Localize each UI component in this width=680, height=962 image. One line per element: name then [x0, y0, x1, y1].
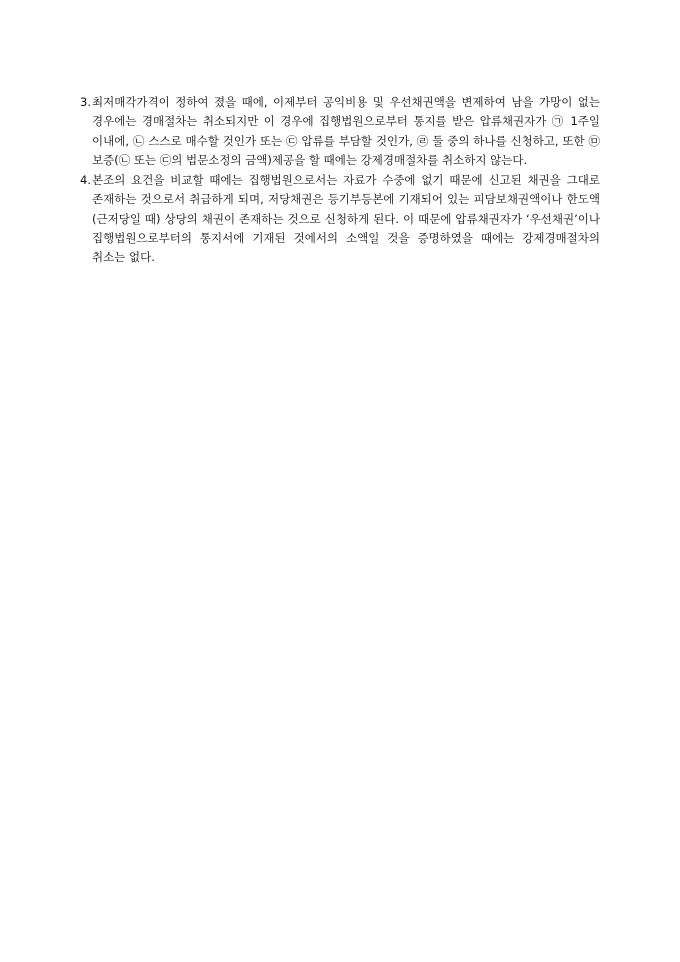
- list-item-text: 본조의 요건을 비교할 때에는 집행법원으로서는 자료가 수중에 없기 때문에 신고된 채권을 그대로 존재하는 것으로서 취급하게 되며, 저당채권은 등기부등본에 기재되어 있는 피담보채권액이나 한도액(근저당일 때) 상당의 채권이 존재하는 것으로 신청하게 된다. 이 때문에 압류채권자가 ‘우선채권’이나 집행법원으로부터의 통지서에 기재된 것에서의 소액일 것을 증명하였을 때에는 강제경매절차의 취소는 없다.: [92, 173, 600, 265]
- list-item-text: 최저매각가격이 정하여 졌을 때에, 이제부터 공익비용 및 우선채권액을 변제하여 남을 가망이 없는 경우에는 경매절차는 취소되지만 이 경우에 집행법원으로부터 통지를 받은 압류채권자가 ㉠ 1주일 이내에, ㉡ 스스로 매수할 것인가 또는 ㉢ 압류를 부담할 것인가, ㉣ 둘 중의 하나를 신청하고, 또한 ㉤ 보증(㉡ 또는 ㉢의 법문소정의 금액)제공을 할 때에는 강제경매절차를 취소하지 않는다.: [92, 95, 600, 167]
- numbered-list: [80, 93, 600, 269]
- list-item-3: [80, 93, 600, 170]
- list-item-number: 4.: [80, 173, 91, 188]
- list-item-number: 3.: [80, 95, 91, 109]
- list-item-4: [80, 171, 600, 267]
